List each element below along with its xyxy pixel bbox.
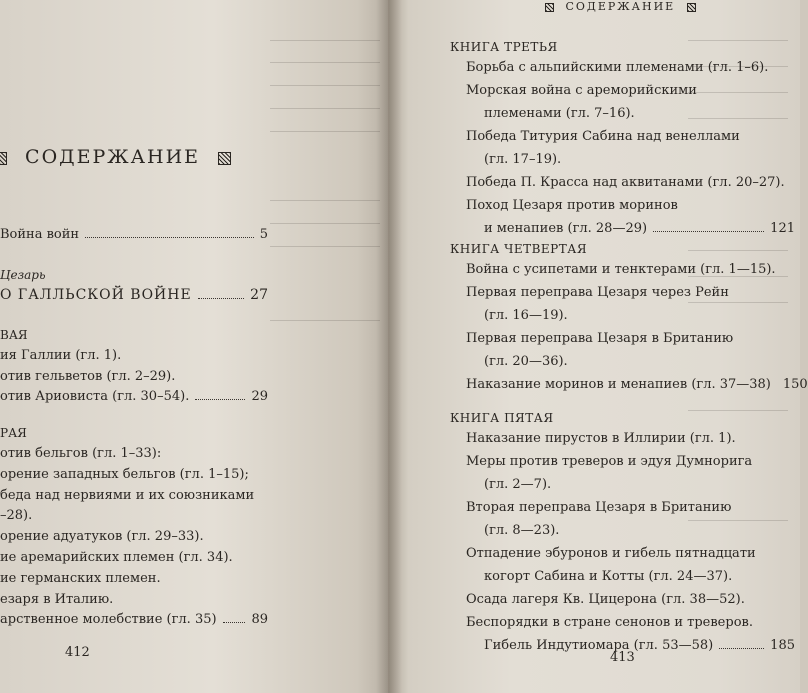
bleed-through — [270, 40, 380, 41]
toc-entry-text: Наказание пирустов в Иллирии (гл. 1). — [466, 431, 736, 446]
toc-entry[interactable] — [466, 331, 733, 347]
toc-entry[interactable] — [484, 569, 732, 585]
ornament-icon — [0, 152, 7, 165]
toc-entry[interactable] — [0, 592, 113, 608]
toc-entry-text: отив Ариовиста (гл. 30–54). — [0, 389, 190, 404]
toc-entry-text: (гл. 17–19). — [484, 152, 562, 167]
toc-entry[interactable] — [466, 262, 776, 278]
toc-page-number: 29 — [251, 389, 268, 404]
toc-entry[interactable] — [484, 152, 561, 168]
toc-page-number: 89 — [251, 612, 268, 627]
book-gutter — [376, 0, 402, 693]
toc-entry[interactable] — [466, 175, 785, 191]
toc-title-text: СОДЕРЖАНИЕ — [25, 146, 201, 168]
toc-entry[interactable] — [484, 106, 635, 122]
toc-entry-text: Вторая переправа Цезаря в Британию — [466, 500, 732, 515]
toc-entry-text: племенами (гл. 7–16). — [484, 106, 635, 121]
toc-entry[interactable] — [466, 546, 756, 562]
toc-entry[interactable] — [466, 454, 752, 470]
toc-entry[interactable] — [0, 389, 268, 405]
toc-entry[interactable] — [466, 83, 697, 99]
toc-entry-text: Первая переправа Цезаря через Рейн — [466, 285, 729, 300]
toc-entry[interactable] — [466, 129, 740, 145]
toc-entry[interactable] — [466, 431, 736, 447]
toc-entry-intro[interactable] — [0, 227, 268, 243]
toc-page-number: 185 — [770, 638, 795, 653]
toc-entry-text: (гл. 16—19). — [484, 308, 568, 323]
bleed-through — [270, 223, 380, 224]
toc-entry-text: Беспорядки в стране сенонов и треверов. — [466, 615, 753, 630]
toc-page-number: 5 — [259, 227, 268, 242]
bleed-through — [688, 250, 788, 251]
running-head-text: СОДЕРЖАНИЕ — [565, 0, 676, 13]
page-number-right: 413 — [610, 650, 635, 665]
book-heading: КНИГА ЧЕТВЕРТАЯ — [450, 242, 588, 256]
toc-entry-text: орение западных бельгов (гл. 1–15); — [0, 467, 249, 482]
toc-entry-text: Поход Цезаря против моринов — [466, 198, 678, 213]
toc-entry-text: беда над нервиями и их союзниками — [0, 488, 255, 503]
toc-entry[interactable] — [0, 467, 249, 483]
toc-entry[interactable] — [466, 285, 729, 301]
dot-leader — [719, 648, 764, 649]
toc-entry[interactable] — [466, 377, 808, 393]
toc-entry-text: езаря в Италию. — [0, 592, 114, 607]
toc-entry[interactable] — [484, 477, 551, 493]
toc-entry-text: Борьба с альпийскими племенами (гл. 1–6). — [466, 60, 769, 75]
toc-entry[interactable] — [484, 523, 559, 539]
section-heading: ВАЯ — [0, 328, 28, 342]
toc-entry[interactable] — [484, 221, 795, 237]
toc-entry[interactable] — [484, 638, 795, 654]
dot-leader — [195, 399, 245, 400]
toc-entry-text: О ГАЛЛЬСКОЙ ВОЙНЕ — [0, 287, 192, 303]
toc-entry-text: Победа П. Красса над аквитанами (гл. 20–27). — [466, 175, 785, 190]
bleed-through — [270, 62, 380, 63]
toc-entry-text: Наказание моринов и менапиев (гл. 37—38) — [466, 377, 771, 392]
toc-entry[interactable] — [484, 308, 568, 324]
toc-entry-text: –28). — [0, 508, 33, 523]
toc-entry-text: ия Галлии (гл. 1). — [0, 348, 122, 363]
toc-entry-text: когорт Сабина и Котты (гл. 24—37). — [484, 569, 733, 584]
toc-entry-text: (гл. 2—7). — [484, 477, 552, 492]
bleed-through — [270, 200, 380, 201]
toc-entry-text: и менапиев (гл. 28—29) — [484, 221, 648, 236]
bleed-through — [270, 246, 380, 247]
book-heading: КНИГА ПЯТАЯ — [450, 411, 554, 425]
toc-entry-text: ие аремарийских племен (гл. 34). — [0, 550, 233, 565]
bleed-through — [688, 302, 788, 303]
toc-entry-text: отив бельгов (гл. 1–33): — [0, 446, 162, 461]
toc-entry-text: (гл. 8—23). — [484, 523, 560, 538]
dot-leader — [198, 298, 244, 299]
running-head — [545, 0, 696, 14]
toc-entry[interactable] — [0, 529, 204, 545]
bleed-through — [688, 410, 788, 411]
toc-entry-text: Морская война с арeморийскими — [466, 83, 697, 98]
ornament-icon — [218, 152, 231, 165]
page-number-left: 412 — [65, 645, 90, 660]
toc-page-number: 27 — [250, 287, 268, 303]
bleed-through — [270, 108, 380, 109]
dot-leader — [85, 237, 254, 238]
toc-entry-text: Осада лагеря Кв. Цицерона (гл. 38—52). — [466, 592, 745, 607]
toc-entry-text: Гибель Индутиомара (гл. 53—58) — [484, 638, 714, 653]
toc-title — [0, 146, 231, 168]
toc-entry[interactable] — [0, 369, 175, 385]
dot-leader — [653, 231, 764, 232]
toc-entry-text: отив гельветов (гл. 2–29). — [0, 369, 176, 384]
bleed-through — [270, 320, 380, 321]
toc-entry[interactable] — [466, 60, 768, 76]
toc-entry-text: Меры против треверов и эдуя Думнорига — [466, 454, 753, 469]
toc-entry[interactable] — [0, 488, 254, 504]
toc-entry-text: орение адуатуков (гл. 29–33). — [0, 529, 204, 544]
bleed-through — [688, 92, 788, 93]
dot-leader — [223, 622, 246, 623]
toc-entry[interactable] — [0, 571, 161, 587]
bleed-through — [688, 520, 788, 521]
left-page — [0, 0, 388, 693]
bleed-through — [688, 118, 788, 119]
ornament-icon — [545, 3, 554, 12]
toc-entry-text: Первая переправа Цезаря в Британию — [466, 331, 734, 346]
toc-entry-main-title[interactable] — [0, 287, 268, 303]
toc-entry[interactable] — [466, 592, 745, 608]
toc-entry[interactable] — [466, 615, 753, 631]
toc-entry-text: Война с усипетами и тенктерами (гл. 1—15). — [466, 262, 776, 277]
toc-entry-text: арственное молебствие (гл. 35) — [0, 612, 217, 627]
toc-entry-text: Война войн — [0, 227, 80, 242]
toc-entry-text: (гл. 20—36). — [484, 354, 568, 369]
book-heading: КНИГА ТРЕТЬЯ — [450, 40, 558, 54]
author-mark: Цезарь — [0, 268, 46, 282]
bleed-through — [270, 85, 380, 86]
toc-entry[interactable] — [0, 612, 268, 628]
bleed-through — [270, 131, 380, 132]
toc-page-number: 150 — [782, 377, 808, 392]
toc-entry[interactable] — [0, 348, 121, 364]
bleed-through — [688, 40, 788, 41]
toc-entry[interactable] — [0, 550, 233, 566]
toc-entry[interactable] — [0, 508, 32, 524]
ornament-icon — [687, 3, 696, 12]
toc-entry-text: Отпадение эбуронов и гибель пятнадцати — [466, 546, 756, 561]
toc-page-number: 121 — [770, 221, 795, 236]
toc-entry-text: ие германских племен. — [0, 571, 161, 586]
toc-entry[interactable] — [466, 198, 678, 214]
toc-entry-text: Победа Титурия Сабина над венеллами — [466, 129, 740, 144]
toc-entry[interactable] — [484, 354, 568, 370]
toc-entry[interactable] — [466, 500, 731, 516]
toc-entry[interactable] — [0, 446, 161, 462]
section-heading: РАЯ — [0, 426, 27, 440]
